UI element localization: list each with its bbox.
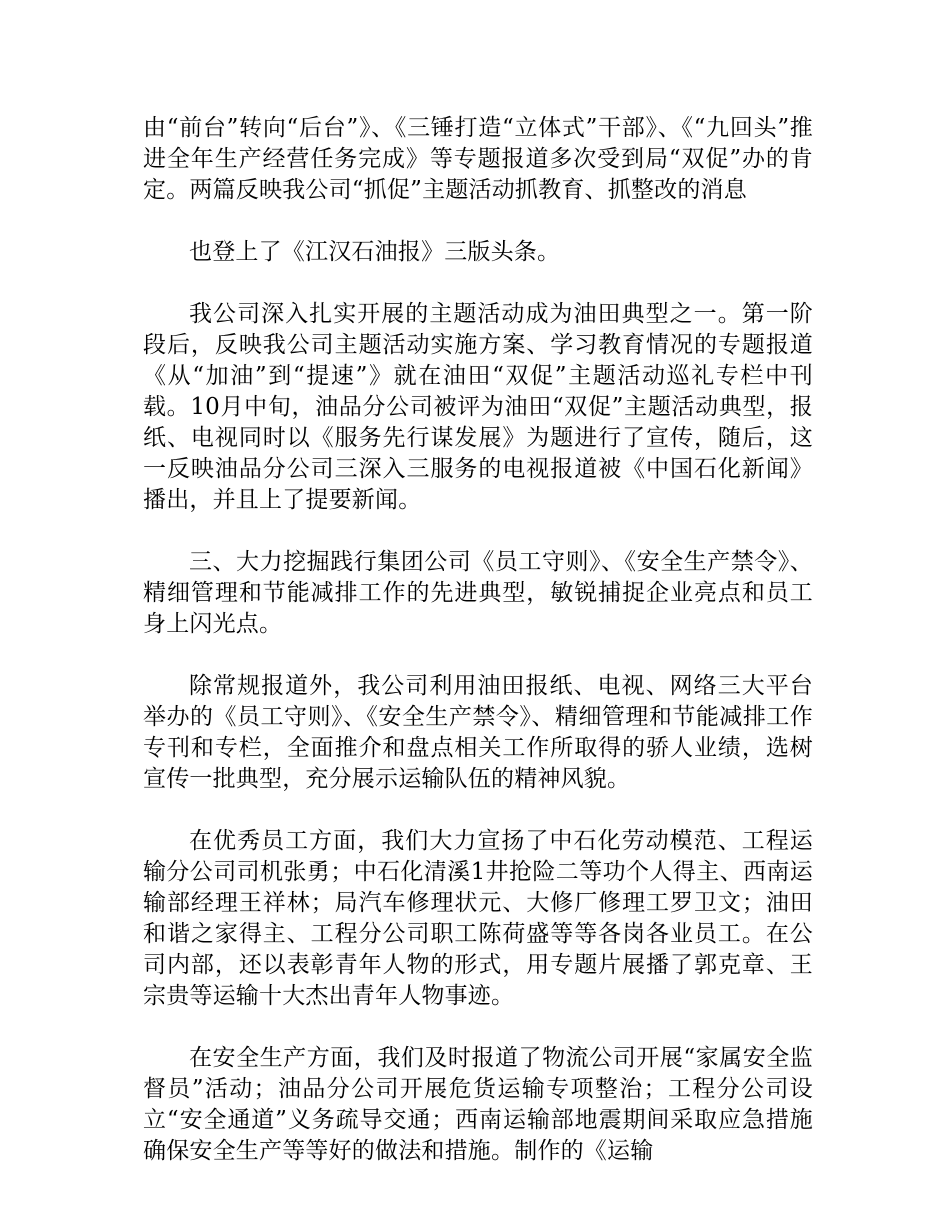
document-body bbox=[143, 113, 813, 1167]
paragraph-6: 在优秀员工方面，我们大力宣扬了中石化劳动模范、工程运输分公司司机张勇；中石化清溪1井抢险二等功个人得主、西南运输部经理王祥林；局汽车修理状元、大修厂修理工罗卫文；油田和谐之家得主、工程分公司职工陈荷盛等等各岗各业员工。在公司内部，还以表彰青年人物的形式，用专题片展播了郭克章、王宗贵等运输十大杰出青年人物事迹。 bbox=[143, 828, 813, 1009]
paragraph-1: 由“前台”转向“后台”》、《三锤打造“立体式”干部》、《“九回头”推进全年生产经营任务完成》等专题报道多次受到局“双促”办的肯定。两篇反映我公司“抓促”主题活动抓教育、抓整改的消息 bbox=[143, 115, 813, 203]
paragraph-7: 在安全生产方面，我们及时报道了物流公司开展“家属安全监督员”活动；油品分公司开展危货运输专项整治；工程分公司设立“安全通道”义务疏导交通；西南运输部地震期间采取应急措施确保安全生产等等好的做法和措施。制作的《运输 bbox=[143, 1045, 813, 1164]
paragraph-2: 也登上了《江汉石油报》三版头条。 bbox=[189, 239, 561, 265]
paragraph-5: 除常规报道外，我公司利用油田报纸、电视、网络三大平台举办的《员工守则》、《安全生产禁令》、精细管理和节能减排工作专刊和专栏，全面推介和盘点相关工作所取得的骄人业绩，选树宣传一批典型，充分展示运输队伍的精神风貌。 bbox=[143, 673, 813, 792]
paragraph-3: 我公司深入扎实开展的主题活动成为油田典型之一。第一阶段后，反映我公司主题活动实施方案、学习教育情况的专题报道《从“加油”到“提速”》就在油田“双促”主题活动巡礼专栏中刊载。10月中旬，油品分公司被评为油田“双促”主题活动典型，报纸、电视同时以《服务先行谋发展》为题进行了宣传，随后，这一反映油品分公司三深入三服务的电视报道被《中国石化新闻》播出，并且上了提要新闻。 bbox=[143, 301, 813, 513]
paragraph-4: 三、大力挖掘践行集团公司《员工守则》、《安全生产禁令》、精细管理和节能减排工作的先进典型，敏锐捕捉企业亮点和员工身上闪光点。 bbox=[143, 549, 813, 637]
